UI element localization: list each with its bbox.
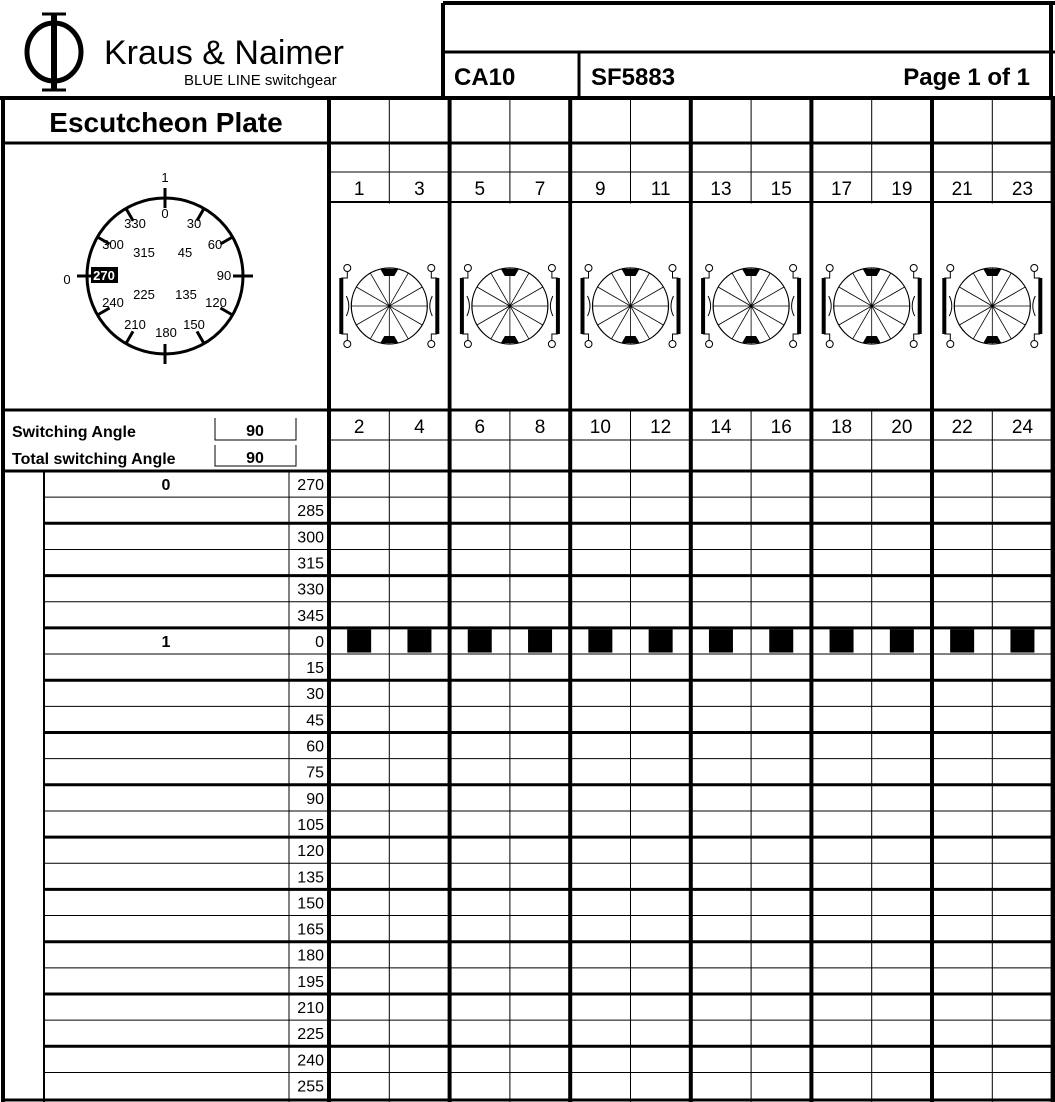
row-angle: 30 bbox=[306, 686, 324, 704]
terminal-bottom: 20 bbox=[891, 417, 913, 438]
row-angle: 270 bbox=[297, 477, 324, 494]
terminal-bottom: 12 bbox=[650, 417, 672, 438]
terminal-top: 21 bbox=[951, 179, 973, 200]
total-switching-angle-label: Total switching Angle bbox=[12, 451, 176, 468]
terminal-top: 23 bbox=[1011, 179, 1034, 200]
terminal-top: 1 bbox=[353, 179, 365, 200]
drawing-number: SF5883 bbox=[591, 64, 676, 91]
terminal-top: 13 bbox=[710, 179, 732, 200]
row-angle: 255 bbox=[297, 1078, 324, 1096]
row-position: 0 bbox=[161, 477, 171, 494]
total-switching-angle-value: 90 bbox=[246, 450, 264, 467]
table-row bbox=[297, 948, 324, 965]
closed-contact-mark bbox=[769, 629, 793, 652]
row-angle: 45 bbox=[306, 712, 324, 730]
terminal-bottom: 6 bbox=[474, 417, 486, 438]
dial-angle: 150 bbox=[183, 317, 205, 332]
dial-angle: 225 bbox=[133, 287, 155, 302]
dial-angle: 330 bbox=[124, 216, 146, 231]
contact-grid bbox=[329, 98, 1055, 1102]
page-indicator: Page 1 of 1 bbox=[903, 64, 1030, 91]
table-row bbox=[306, 660, 324, 677]
closed-contact-mark bbox=[588, 629, 612, 652]
closed-contact-mark bbox=[407, 629, 431, 652]
row-angle: 75 bbox=[306, 764, 324, 782]
terminal-bottom: 2 bbox=[353, 417, 365, 438]
brand-logo bbox=[27, 14, 344, 90]
table-row bbox=[306, 791, 324, 808]
row-position: 1 bbox=[161, 633, 171, 651]
dial-angle: 45 bbox=[177, 245, 193, 260]
closed-contact-mark bbox=[950, 629, 974, 652]
row-angle: 315 bbox=[297, 555, 324, 573]
row-angle: 105 bbox=[297, 816, 324, 834]
switching-table bbox=[3, 471, 1055, 1102]
row-angle: 165 bbox=[297, 921, 324, 939]
row-angle: 120 bbox=[297, 843, 324, 861]
table-row bbox=[297, 869, 324, 886]
dial-angle: 315 bbox=[133, 245, 155, 260]
row-angle: 195 bbox=[297, 973, 324, 991]
table-row bbox=[297, 529, 324, 546]
row-angle: 285 bbox=[297, 503, 324, 521]
table-row bbox=[297, 582, 324, 599]
dial-angle: 0 bbox=[161, 206, 169, 221]
switching-angle-value: 90 bbox=[246, 423, 264, 440]
closed-contact-mark bbox=[890, 629, 914, 652]
row-angle: 15 bbox=[306, 660, 324, 678]
table-row bbox=[306, 739, 324, 756]
closed-contact-mark bbox=[1010, 629, 1034, 652]
table-row bbox=[297, 555, 324, 572]
closed-contact-mark bbox=[830, 629, 854, 652]
dial-label-0: 0 bbox=[63, 272, 71, 287]
row-angle: 150 bbox=[297, 895, 324, 913]
switching-angle-label: Switching Angle bbox=[12, 424, 136, 441]
row-angle: 240 bbox=[297, 1052, 324, 1070]
terminal-bottom: 18 bbox=[830, 417, 853, 438]
section-title: Escutcheon Plate bbox=[49, 107, 283, 138]
terminal-bottom: 22 bbox=[951, 417, 973, 438]
closed-contact-mark bbox=[709, 629, 733, 652]
brand-tagline: BLUE LINE switchgear bbox=[184, 72, 337, 89]
row-angle: 225 bbox=[297, 1026, 324, 1044]
dial-angle: 120 bbox=[205, 295, 227, 310]
row-angle: 135 bbox=[297, 869, 324, 887]
closed-contact-mark bbox=[528, 629, 552, 652]
row-angle: 90 bbox=[306, 790, 324, 808]
terminal-top: 7 bbox=[534, 179, 546, 200]
table-row bbox=[306, 686, 324, 703]
row-angle: 60 bbox=[306, 738, 324, 756]
escutcheon-dial bbox=[63, 170, 253, 364]
table-row bbox=[297, 974, 324, 991]
dial-angle: 90 bbox=[216, 268, 232, 283]
row-angle: 345 bbox=[297, 607, 324, 625]
table-row bbox=[162, 629, 1035, 652]
row-angle: 300 bbox=[297, 529, 324, 547]
terminal-bottom: 14 bbox=[710, 417, 732, 438]
dial-tick bbox=[197, 331, 204, 343]
dial-tick bbox=[126, 331, 133, 343]
row-angle: 180 bbox=[297, 947, 324, 965]
row-angle: 0 bbox=[315, 633, 324, 651]
table-row bbox=[306, 712, 324, 729]
terminal-top: 15 bbox=[770, 179, 792, 200]
dial-angle: 135 bbox=[175, 287, 197, 302]
table-row bbox=[306, 765, 324, 782]
terminal-bottom: 16 bbox=[770, 417, 792, 438]
table-row bbox=[297, 843, 324, 860]
dial-label-1: 1 bbox=[161, 170, 169, 185]
table-row bbox=[297, 895, 324, 912]
model-code: CA10 bbox=[454, 64, 516, 91]
closed-contact-mark bbox=[347, 629, 371, 652]
table-row bbox=[297, 1078, 324, 1095]
dial-angle: 60 bbox=[207, 237, 223, 252]
row-angle: 210 bbox=[297, 1000, 324, 1017]
brand-name: Kraus & Naimer bbox=[104, 34, 344, 72]
closed-contact-mark bbox=[649, 629, 673, 652]
table-row bbox=[162, 477, 325, 494]
dial-angle: 240 bbox=[102, 295, 124, 310]
table-row bbox=[297, 817, 324, 834]
table-row bbox=[297, 503, 324, 520]
dial-angle: 210 bbox=[124, 317, 146, 332]
terminal-bottom: 4 bbox=[414, 417, 425, 438]
terminal-bottom: 8 bbox=[534, 417, 546, 438]
dial-angle: 180 bbox=[155, 325, 177, 340]
header bbox=[0, 3, 1055, 98]
dial-angle: 300 bbox=[102, 237, 124, 252]
row-angle: 330 bbox=[297, 581, 324, 599]
terminal-top: 11 bbox=[650, 179, 671, 200]
table-row bbox=[297, 922, 324, 939]
terminal-top: 3 bbox=[414, 179, 425, 200]
terminal-top: 19 bbox=[891, 179, 913, 200]
closed-contact-mark bbox=[468, 629, 492, 652]
dial-angle: 30 bbox=[186, 216, 202, 231]
dial-active-position: 270 bbox=[93, 268, 115, 283]
terminal-top: 17 bbox=[830, 179, 853, 200]
terminal-bottom: 24 bbox=[1011, 417, 1034, 438]
terminal-top: 5 bbox=[474, 179, 486, 200]
table-row bbox=[297, 1052, 324, 1069]
table-row bbox=[297, 1000, 324, 1017]
dial-tick bbox=[220, 237, 232, 244]
table-row bbox=[297, 608, 324, 625]
terminal-bottom: 10 bbox=[589, 417, 611, 438]
table-row bbox=[297, 1026, 324, 1043]
terminal-top: 9 bbox=[595, 179, 606, 200]
